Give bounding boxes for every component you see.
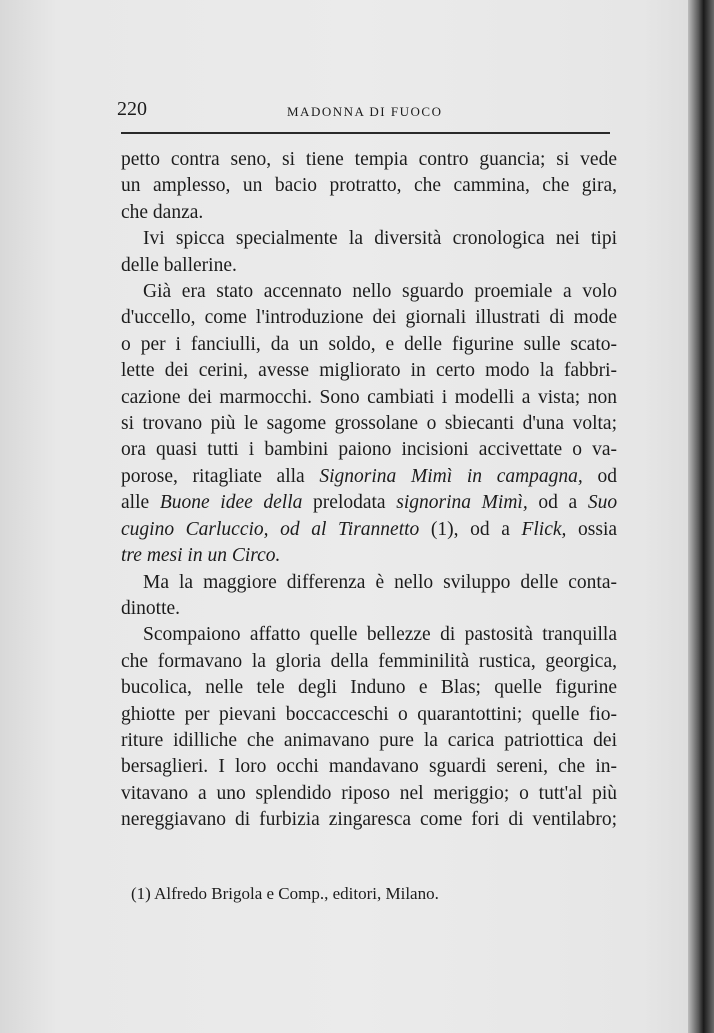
paragraph-5 [121,622,617,833]
text-run: od [597,465,617,487]
italic-title: tre mesi in un Circo. [121,545,281,567]
paragraph-3 [121,279,617,569]
book-spine-edge [688,0,714,1033]
text-line: Ivi spicca specialmente la diversità cronologica nei tipi [143,228,617,250]
italic-title: Buone idee della [159,492,303,514]
text-run: ossia [578,518,618,540]
text-line-mixed [121,464,617,490]
text-line: bersaglieri. I loro occhi mandavano sguardi sereni, che in- [121,756,617,778]
text-line: bucolica, nelle tele degli Induno e Blas; quelle figurine [121,677,617,699]
text-line: petto contra seno, si tiene tempia contro guancia; si vede [121,149,617,170]
header-rule [121,132,610,134]
running-title: MADONNA DI FUOCO [287,104,443,119]
text-line-mixed [121,517,617,543]
paragraph-4 [121,570,617,623]
page-header [117,96,612,126]
text-line: un amplesso, un bacio protratto, che cammina, che gira, [121,175,617,197]
text-line: d'uccello, come l'introduzione dei giornali illustrati di mode [121,307,617,329]
text-run: alle [121,492,150,514]
text-line: Scompaiono affatto quelle bellezze di pastosità tranquilla [143,624,617,646]
text-line: dinotte. [121,597,181,619]
text-line: ghiotte per pievani boccacceschi o quarantottini; quelle fio- [121,703,617,725]
italic-title: Suo [587,492,618,514]
italic-title: cugino Carluccio, od al Tirannetto [121,518,420,540]
text-line: ora quasi tutti i bambini paiono incisioni accivettate o va- [121,439,617,461]
page-number: 220 [117,98,147,120]
italic-title: signorina Mimì, [396,492,528,514]
text-line: che danza. [121,201,204,223]
text-line [121,543,617,569]
text-line-mixed [121,490,617,516]
text-line: vitavano a uno splendido riposo nel meriggio; o tutt'al più [121,782,617,804]
paragraph-1 [121,147,617,226]
text-line: o per i fanciulli, da un soldo, e delle figurine sulle scato- [121,333,617,355]
text-line: cazione dei marmocchi. Sono cambiati i modelli a vista; non [121,386,617,408]
text-line: delle ballerine. [121,254,237,276]
text-run: porose, ritagliate alla [121,465,305,487]
text-line: nereggiavano di furbizia zingaresca come fori di ventilabro; [121,809,617,831]
body-text [121,147,617,834]
text-line: si trovano più le sagome grossolane o sbiecanti d'una volta; [121,413,617,435]
text-line: lette dei cerini, avesse migliorato in certo modo la fabbri- [121,360,617,382]
italic-title: Signorina Mimì in campagna, [319,465,583,487]
text-run: prelodata [313,492,386,514]
paragraph-2 [121,226,617,279]
text-line: riture idilliche che animavano pure la carica patriottica dei [121,729,617,751]
text-line: Già era stato accennato nello sguardo proemiale a volo [143,281,617,303]
text-line: che formavano la gloria della femminilità rustica, georgica, [121,650,617,672]
text-run: (1), od a [430,518,510,540]
italic-title: Flick, [521,518,567,540]
text-line: Ma la maggiore differenza è nello sviluppo delle conta- [143,571,617,593]
text-run: od a [538,492,578,514]
footnote: (1) Alfredo Brigola e Comp., editori, Milano. [131,884,439,903]
